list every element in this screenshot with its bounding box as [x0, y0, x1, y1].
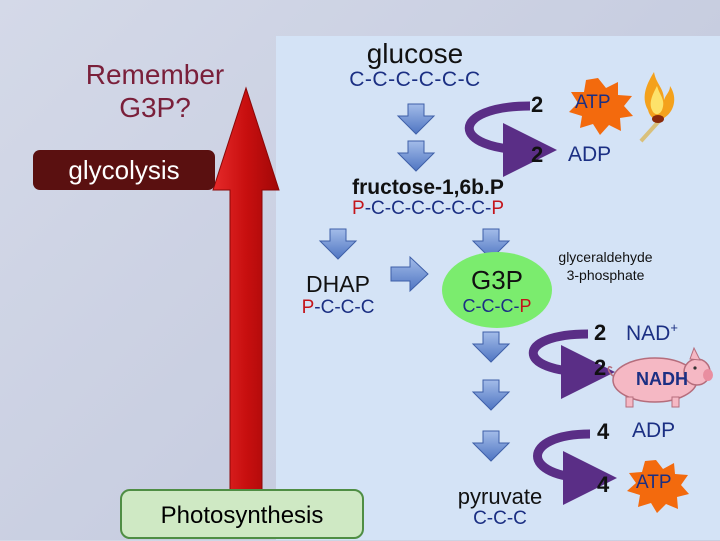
adp-in-label: ADP	[632, 419, 676, 442]
adp-to-atp-curve	[538, 434, 591, 478]
fructose-name: fructose-1,6b.P	[352, 176, 504, 199]
dhap-name: DHAP	[306, 271, 370, 297]
glycolysis-label: glycolysis	[33, 150, 215, 190]
match-icon	[639, 72, 674, 142]
g3p-phosphate: P	[519, 296, 532, 316]
fructose-carbons: -C-C-C-C-C-C-	[364, 198, 492, 219]
nad-to-nadh-curve	[533, 334, 588, 372]
remember-line-1: Remember	[85, 59, 225, 90]
atp-in-count: 2	[531, 92, 544, 117]
nad-count: 2	[594, 320, 607, 345]
adp-out-count: 2	[531, 142, 544, 167]
nadh-label: NADH	[636, 369, 688, 389]
remember-note	[40, 58, 270, 124]
adp-out-label: ADP	[568, 143, 612, 166]
g3p-name: G3P	[470, 265, 524, 295]
up-arrow-icon	[213, 88, 279, 509]
g3p-full-name	[548, 248, 663, 284]
dhap-carbons: -C-C-C	[314, 297, 375, 318]
atp-in-label: ATP	[575, 92, 611, 113]
atp-out-label: ATP	[636, 472, 672, 493]
g3p-chain	[442, 296, 552, 317]
right-arrow-icon	[391, 257, 428, 291]
dhap-phosphate: P	[301, 297, 315, 318]
g3p-carbons: C-C-C-	[462, 296, 520, 316]
phosphate-right: P	[491, 198, 504, 219]
nadh-count: 2	[594, 355, 607, 380]
atp-to-adp-curve	[469, 106, 530, 150]
fructose-chain	[318, 198, 538, 220]
pyruvate-chain: C-C-C	[473, 508, 527, 529]
atp-out-count: 4	[597, 472, 610, 497]
pyruvate-name: pyruvate	[457, 484, 543, 509]
remember-line-2: G3P?	[119, 92, 191, 123]
phosphate-left: P	[352, 198, 365, 219]
nad-charge: +	[670, 320, 678, 335]
nad-text: NAD	[626, 322, 671, 345]
glucose-name: glucose	[366, 38, 464, 69]
g3p-full-name-line-1: glyceraldehyde	[558, 249, 653, 265]
nad-label	[626, 320, 678, 346]
adp-in-count: 4	[597, 419, 610, 444]
glucose-chain: C-C-C-C-C-C	[349, 68, 481, 91]
dhap-chain	[296, 297, 380, 319]
photosynthesis-label: Photosynthesis	[120, 489, 364, 539]
g3p-full-name-line-2: 3-phosphate	[566, 267, 645, 283]
